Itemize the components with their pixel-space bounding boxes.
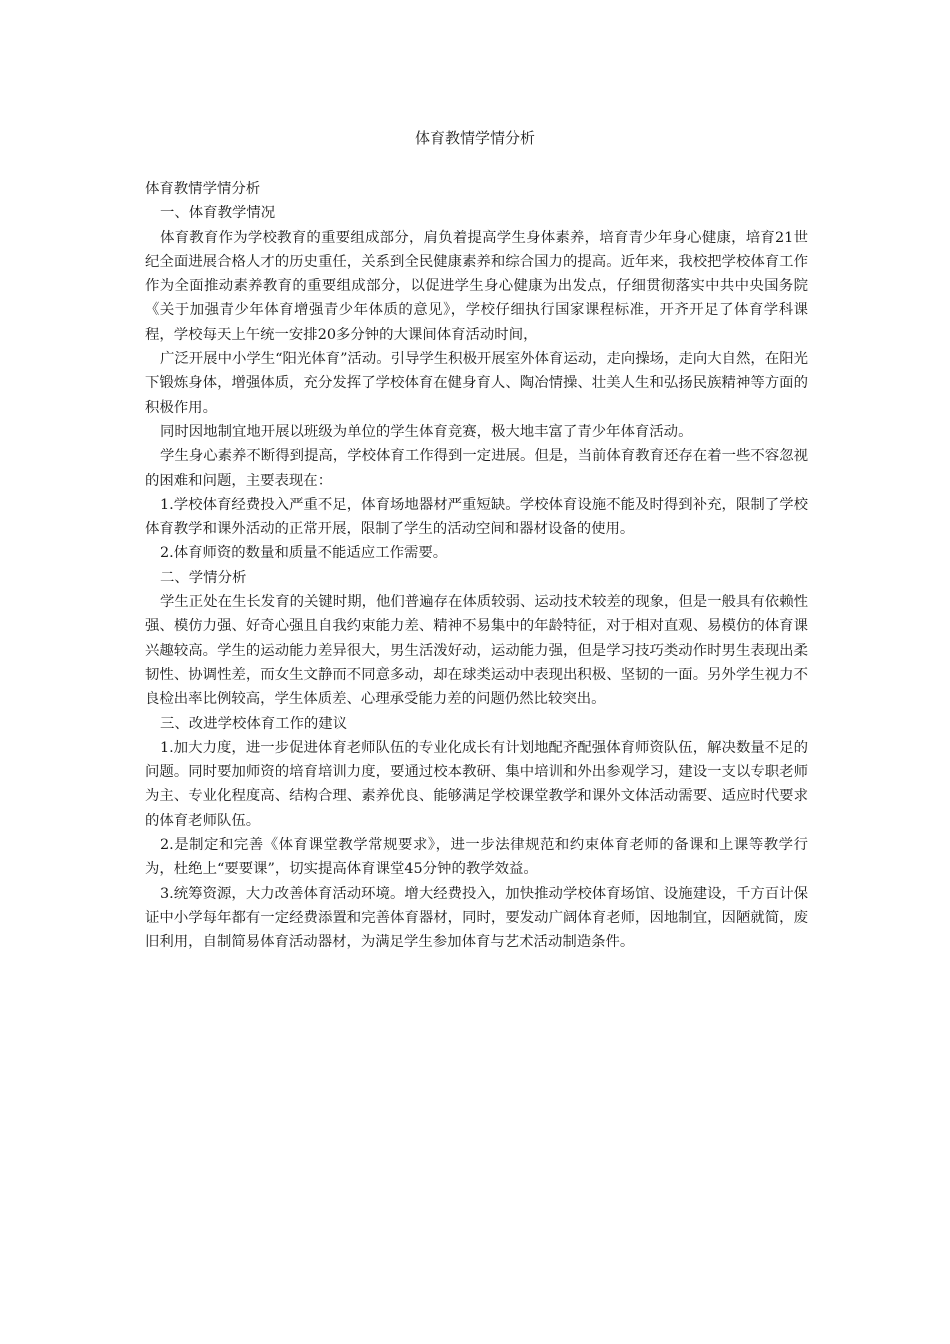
section-heading-2: 二、学情分析	[160, 569, 247, 586]
list-item: 2.是制定和完善《体育课堂教学常规要求》，进一步法律规范和约束体育老师的备课和上课等教学行为，杜绝上“要要课”，切实提高体育课堂45分钟的教学效益。	[145, 837, 808, 878]
paragraph: 学生身心素养不断得到提高，学校体育工作得到一定进展。但是，当前体育教育还存在着一些不容忽视的困难和问题，主要表现在：	[145, 448, 808, 489]
body-heading: 体育教情学情分析	[145, 181, 261, 197]
section-heading-1: 一、体育教学情况	[160, 205, 276, 222]
paragraph: 体育教育作为学校教育的重要组成部分，肩负着提高学生身体素养，培育青少年身心健康，培育21世纪全面进展合格人才的历史重任，关系到全民健康素养和综合国力的提高。近年来，我校把学校体育工作作为全面推动素养教育的重要组成部分，以促进学生身心健康为出发点，仔细贯彻落实中共中央国务院《关于加强青少年体育增强青少年体质的意见》，学校仔细执行国家课程标准，开齐开足了体育学科课程，学校每天上午统一安排20多分钟的大课间体育活动时间，	[145, 229, 808, 343]
paragraph: 广泛开展中小学生“阳光体育”活动。引导学生积极开展室外体育运动，走向操场，走向大自然，在阳光下锻炼身体，增强体质，充分发挥了学校体育在健身育人、陶冶情操、壮美人生和弘扬民族精神等方面的积极作用。	[145, 351, 808, 416]
paragraph: 学生正处在生长发育的关键时期，他们普遍存在体质较弱、运动技术较差的现象，但是一般具有依赖性强、模仿力强、好奇心强且自我约束能力差、精神不易集中的年龄特征，对于相对直观、易模仿的体育课兴趣较高。学生的运动能力差异很大，男生活泼好动，运动能力强，但是学习技巧类动作时男生表现出柔韧性、协调性差，而女生文静而不同意多动，却在球类运动中表现出积极、坚韧的一面。另外学生视力不良检出率比例较高，学生体质差、心理承受能力差的问题仍然比较突出。	[145, 594, 808, 708]
paragraph: 同时因地制宜地开展以班级为单位的学生体育竞赛，极大地丰富了青少年体育活动。	[160, 423, 693, 440]
document-title: 体育教情学情分析	[414, 129, 535, 147]
list-item: 1.学校体育经费投入严重不足，体育场地器材严重短缺。学校体育设施不能及时得到补充，限制了学校体育教学和课外活动的正常开展，限制了学生的活动空间和器材设备的使用。	[145, 496, 808, 538]
list-item: 3.统筹资源，大力改善体育活动环境。增大经费投入，加快推动学校体育场馆、设施建设，千方百计保证中小学每年都有一定经费添置和完善体育器材，同时，要发动广阔体育老师，因地制宜，因陋就简，废旧利用，自制简易体育活动器材，为满足学生参加体育与艺术活动制造条件。	[145, 885, 808, 951]
list-item: 2.体育师资的数量和质量不能适应工作需要。	[160, 545, 448, 562]
section-heading-3: 三、改进学校体育工作的建议	[160, 715, 348, 732]
list-item: 1.加大力度，进一步促进体育老师队伍的专业化成长有计划地配齐配强体育师资队伍，解决数量不足的问题。同时要加师资的培育培训力度，要通过校本教研、集中培训和外出参观学习，建设一支以专职老师为主、专业化程度高、结构合理、素养优良、能够满足学校课堂教学和课外文体活动需要、适应时代要求的体育老师队伍。	[145, 739, 808, 829]
document-body	[145, 177, 808, 955]
